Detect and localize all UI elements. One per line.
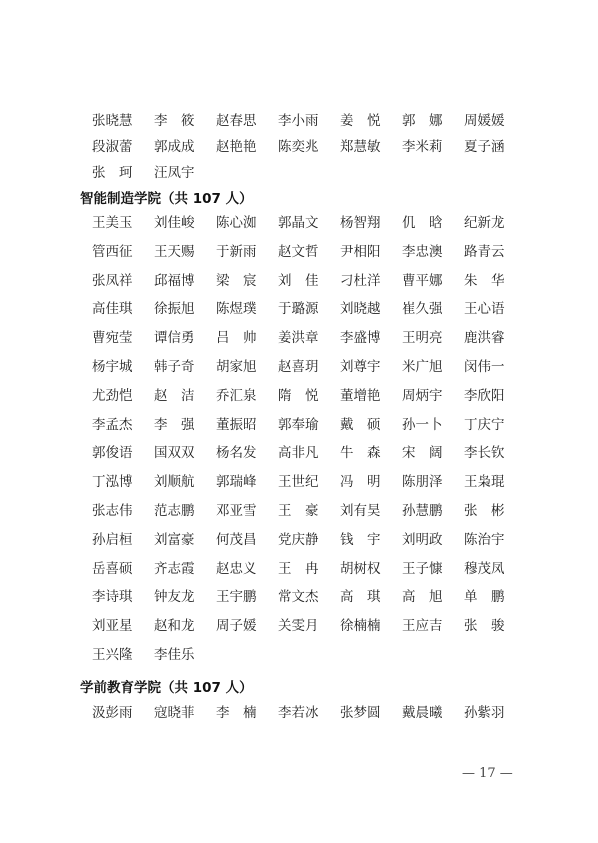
student-name: 隋 悦 [278,387,319,404]
student-name: 王天赐 [154,243,195,260]
student-name: 谭信勇 [154,330,195,347]
student-name: 王应吉 [402,618,443,635]
student-name: 李盛博 [340,330,381,347]
student-name: 丁庆宁 [464,416,505,433]
student-name: 米广旭 [402,359,443,375]
student-name: 孙紫羽 [464,705,505,721]
student-name: 刘有昊 [340,503,381,519]
student-name: 赵文哲 [278,243,319,260]
student-name: 李米莉 [402,139,443,155]
student-name: 宋 阔 [402,445,443,462]
student-name: 赵艳艳 [216,139,257,155]
student-name: 戴 硕 [340,416,381,433]
student-name: 梁 宸 [216,272,257,289]
student-name: 郭晶文 [278,215,319,231]
student-name: 钱 宇 [340,531,381,548]
student-name: 冯 明 [340,474,381,491]
student-name: 孙一卜 [402,416,443,433]
student-name: 刘明政 [402,531,443,548]
student-name: 李欣阳 [464,387,505,404]
student-name: 李 筱 [154,113,195,129]
student-name: 刘顺航 [154,474,195,491]
student-name: 汪凤宇 [154,165,195,181]
student-name: 尹相阳 [340,243,381,260]
student-name: 高 琪 [340,589,381,606]
section-heading-xueqian: 学前教育学院（共 107 人） [80,680,253,696]
student-name: 张梦圆 [340,705,381,721]
student-name: 夏子涵 [464,139,505,155]
student-name: 韩子奇 [154,359,195,375]
student-name: 关雯月 [278,618,319,635]
section-heading-zhineng: 智能制造学院（共 107 人） [80,191,253,207]
student-name: 吕 帅 [216,330,257,347]
student-name: 张 彬 [464,503,505,519]
student-name: 董增艳 [340,387,381,404]
student-name: 闵伟一 [464,359,505,375]
student-name: 岳喜硕 [92,560,133,577]
student-name: 王 冉 [278,560,319,577]
student-name: 陈奕兆 [278,139,319,155]
student-name: 王兴隆 [92,647,133,663]
student-name: 周炳宇 [402,387,443,404]
student-name: 杨智翔 [340,215,381,231]
student-name: 邱福博 [154,272,195,289]
student-name: 乔汇泉 [216,387,257,404]
student-name: 崔久强 [402,301,443,318]
student-name: 丁泓博 [92,474,133,491]
student-name: 仉 晗 [402,215,443,231]
student-name: 李孟杰 [92,416,133,433]
student-name: 张凤祥 [92,272,133,289]
student-name: 王明亮 [402,330,443,347]
student-name: 朱 华 [464,272,505,289]
student-name: 郭瑞峰 [216,474,257,491]
student-name: 段淑蕾 [92,139,133,155]
student-name: 杨名发 [216,445,257,462]
student-name: 齐志霞 [154,560,195,577]
student-name: 胡树权 [340,560,381,577]
student-name: 赵喜玥 [278,359,319,375]
student-name: 刘尊宇 [340,359,381,375]
student-name: 汲彭雨 [92,705,133,721]
student-name: 王心语 [464,301,505,318]
student-name: 王 豪 [278,503,319,519]
student-name: 邓亚雪 [216,503,257,519]
student-name: 管西征 [92,243,133,260]
student-name: 于璐源 [278,301,319,318]
student-name: 牛 森 [340,445,381,462]
student-name: 曹平娜 [402,272,443,289]
student-name: 李忠澳 [402,243,443,260]
student-name: 王枭琨 [464,474,505,491]
student-name: 寇晓菲 [154,705,195,721]
student-name: 李若冰 [278,705,319,721]
student-name: 张 珂 [92,165,133,181]
student-name: 郭奉瑜 [278,416,319,433]
student-name: 陈治宇 [464,531,505,548]
student-name: 郑慧敏 [340,139,381,155]
student-name: 路青云 [464,243,505,260]
student-name: 王美玉 [92,215,133,231]
page-number: — 17 — [462,766,513,781]
student-name: 周媛媛 [464,113,505,129]
student-name: 李诗琪 [92,589,133,606]
student-name: 胡家旭 [216,359,257,375]
student-name: 刘佳峻 [154,215,195,231]
student-name: 孙慧鹏 [402,503,443,519]
student-name: 赵和龙 [154,618,195,635]
student-name: 李佳乐 [154,647,195,663]
student-name: 王世纪 [278,474,319,491]
student-name: 刁杜洋 [340,272,381,289]
student-name: 范志鹏 [154,503,195,519]
student-name: 周子媛 [216,618,257,635]
student-name: 赵春思 [216,113,257,129]
student-name: 刘富豪 [154,531,195,548]
student-name: 李 强 [154,416,195,433]
student-name: 孙启桓 [92,531,133,548]
student-name: 董振昭 [216,416,257,433]
student-name: 张 骏 [464,618,505,635]
student-name: 陈朋泽 [402,474,443,491]
student-name: 高 旭 [402,589,443,606]
student-name: 郭 娜 [402,113,443,129]
student-name: 于新雨 [216,243,257,260]
student-name: 徐振旭 [154,301,195,318]
student-name: 张晓慧 [92,113,133,129]
student-name: 王宇鹏 [216,589,257,606]
student-name: 穆茂凤 [464,560,505,577]
student-name: 单 鹏 [464,589,505,606]
student-name: 赵忠义 [216,560,257,577]
student-name: 戴晨曦 [402,705,443,721]
student-name: 钟友龙 [154,589,195,606]
student-name: 党庆静 [278,531,319,548]
student-name: 李 楠 [216,705,257,721]
student-name: 曹宛莹 [92,330,133,347]
student-name: 王子慷 [402,560,443,577]
student-name: 尤劲恺 [92,387,133,404]
student-name: 陈煜璞 [216,301,257,318]
student-name: 刘 佳 [278,272,319,289]
student-name: 高佳琪 [92,301,133,318]
student-name: 纪新龙 [464,215,505,231]
student-name: 李小雨 [278,113,319,129]
student-name: 郭成成 [154,139,195,155]
student-name: 张志伟 [92,503,133,519]
student-name: 徐楠楠 [340,618,381,635]
student-name: 杨宇城 [92,359,133,375]
student-name: 常文杰 [278,589,319,606]
student-name: 刘晓越 [340,301,381,318]
student-name: 刘亚星 [92,618,133,635]
student-name: 姜洪章 [278,330,319,347]
student-name: 郭俊语 [92,445,133,462]
student-name: 陈心洳 [216,215,257,231]
student-name: 高非凡 [278,445,319,462]
student-name: 李长钦 [464,445,505,462]
student-name: 鹿洪睿 [464,330,505,347]
student-name: 姜 悦 [340,113,381,129]
student-name: 赵 洁 [154,387,195,404]
student-name: 何茂昌 [216,531,257,548]
student-name: 国双双 [154,445,195,462]
